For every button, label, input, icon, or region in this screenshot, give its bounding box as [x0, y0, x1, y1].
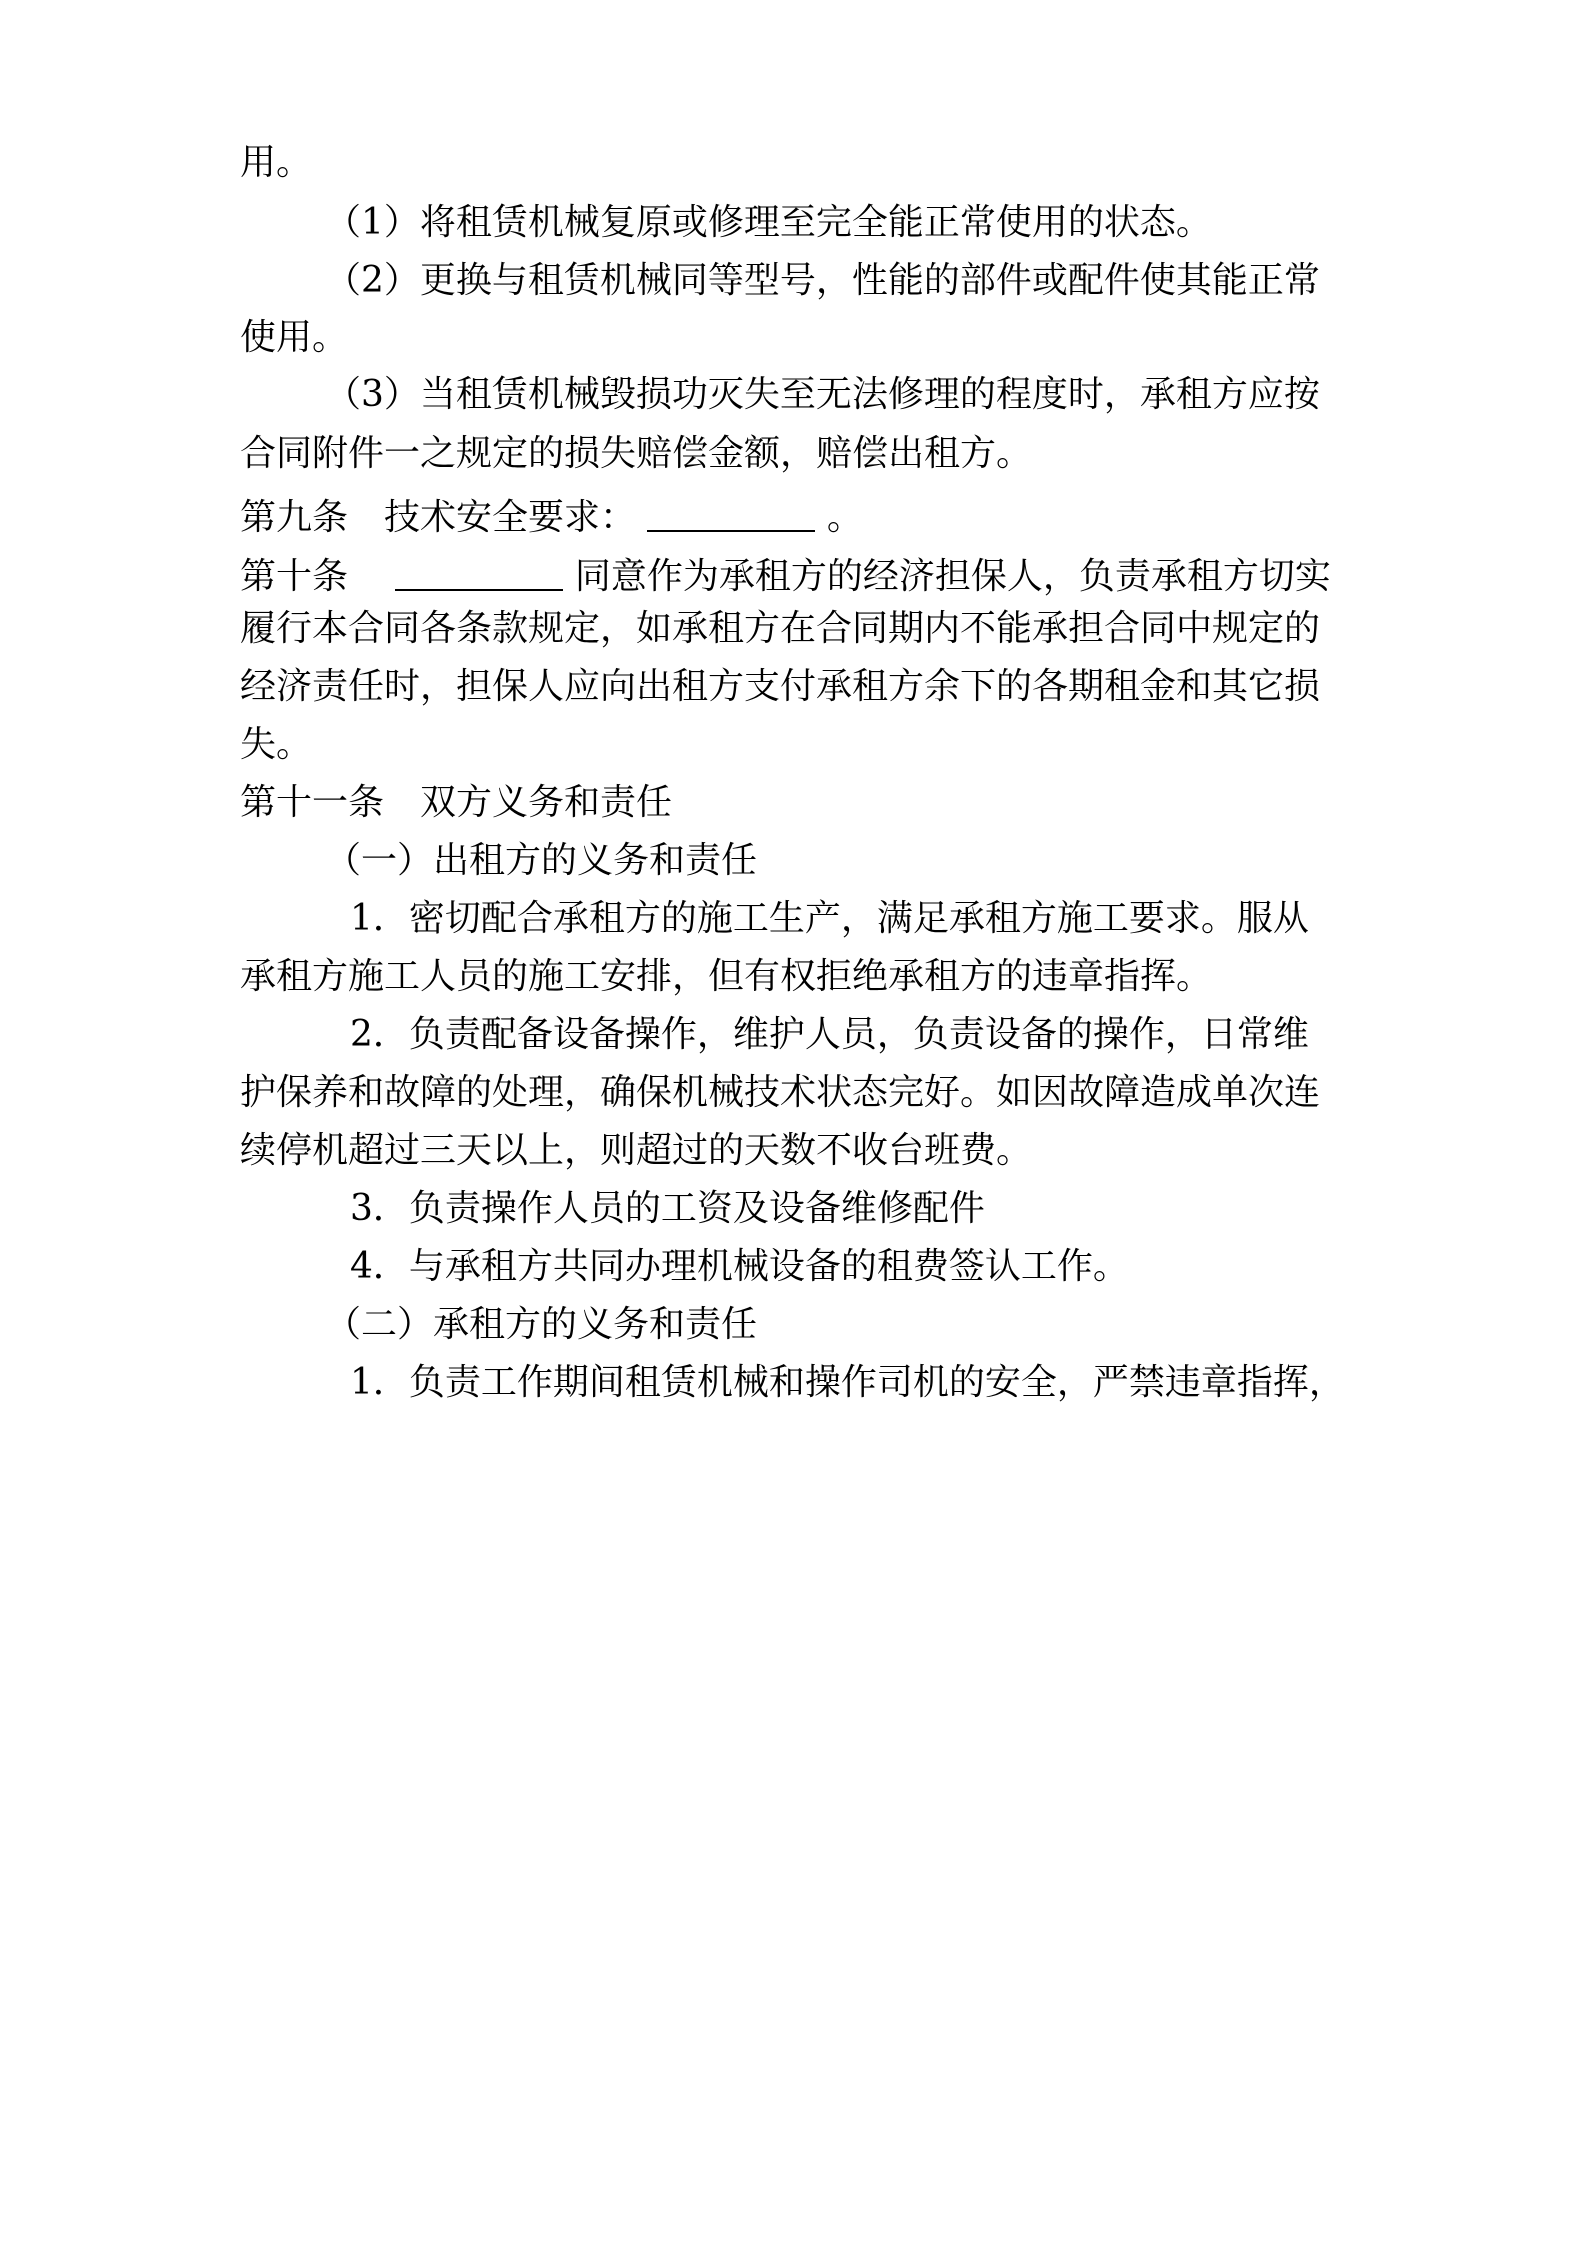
paragraph-line [350, 1188, 985, 1229]
paragraph-line [350, 1014, 1309, 1055]
text-line: （一）出租方的义务和责任 [325, 840, 758, 881]
text-line: （3）当租赁机械毁损功灭失至无法修理的程度时，承租方应按 [325, 374, 1320, 415]
period-text: 。 [826, 497, 863, 539]
paragraph-line [240, 666, 1321, 707]
text-line: 用。 [240, 142, 313, 183]
text-line: 1．负责工作期间租赁机械和操作司机的安全，严禁违章指挥， [350, 1362, 1345, 1403]
text-line: 4．与承租方共同办理机械设备的租费签认工作。 [350, 1246, 1129, 1287]
paragraph-line [240, 317, 349, 358]
paragraph-line [325, 374, 1320, 415]
paragraph-line [350, 1246, 1129, 1287]
article-10-text: 同意作为承租方的经济担保人，负责承租方切实 [574, 556, 1331, 598]
text-line: 使用。 [240, 317, 349, 358]
text-line: 履行本合同各条款规定，如承租方在合同期内不能承担合同中规定的 [240, 608, 1321, 649]
paragraph-line [325, 202, 1212, 243]
fill-in-blank [395, 553, 563, 591]
text-line: （2）更换与租赁机械同等型号，性能的部件或配件使其能正常 [325, 260, 1320, 301]
text-line: 合同附件一之规定的损失赔偿金额，赔偿出租方。 [240, 433, 1033, 474]
paragraph-line [240, 433, 1033, 474]
text-line: 经济责任时，担保人应向出租方支付承租方余下的各期租金和其它损 [240, 666, 1321, 707]
text-line: 1．密切配合承租方的施工生产，满足承租方施工要求。服从 [350, 898, 1309, 939]
article-9-line [240, 494, 863, 539]
article-11-heading [240, 782, 673, 823]
paragraph-line [240, 724, 313, 765]
text-line: 失。 [240, 724, 313, 765]
paragraph-line [350, 898, 1309, 939]
paragraph-line [325, 260, 1320, 301]
paragraph-line [240, 142, 313, 183]
text-line: 3．负责操作人员的工资及设备维修配件 [350, 1188, 985, 1229]
article-9-text: 第九条 技术安全要求： [240, 497, 637, 539]
text-line: 2．负责配备设备操作，维护人员，负责设备的操作，日常维 [350, 1014, 1309, 1055]
paragraph-line [240, 956, 1213, 997]
text-line: （1）将租赁机械复原或修理至完全能正常使用的状态。 [325, 202, 1212, 243]
article-10-line [240, 553, 1331, 598]
paragraph-line [240, 1130, 1033, 1171]
section-heading [325, 1304, 758, 1345]
fill-in-blank [647, 494, 815, 532]
text-line: （二）承租方的义务和责任 [325, 1304, 758, 1345]
text-line: 承租方施工人员的施工安排，但有权拒绝承租方的违章指挥。 [240, 956, 1213, 997]
text-line: 第十一条 双方义务和责任 [240, 782, 673, 823]
paragraph-line [240, 608, 1321, 649]
paragraph-line [350, 1362, 1345, 1403]
paragraph-line [240, 1072, 1321, 1113]
text-line: 续停机超过三天以上，则超过的天数不收台班费。 [240, 1130, 1033, 1171]
article-10-heading: 第十条 [240, 556, 385, 598]
section-heading [325, 840, 758, 881]
text-line: 护保养和故障的处理，确保机械技术状态完好。如因故障造成单次连 [240, 1072, 1321, 1113]
